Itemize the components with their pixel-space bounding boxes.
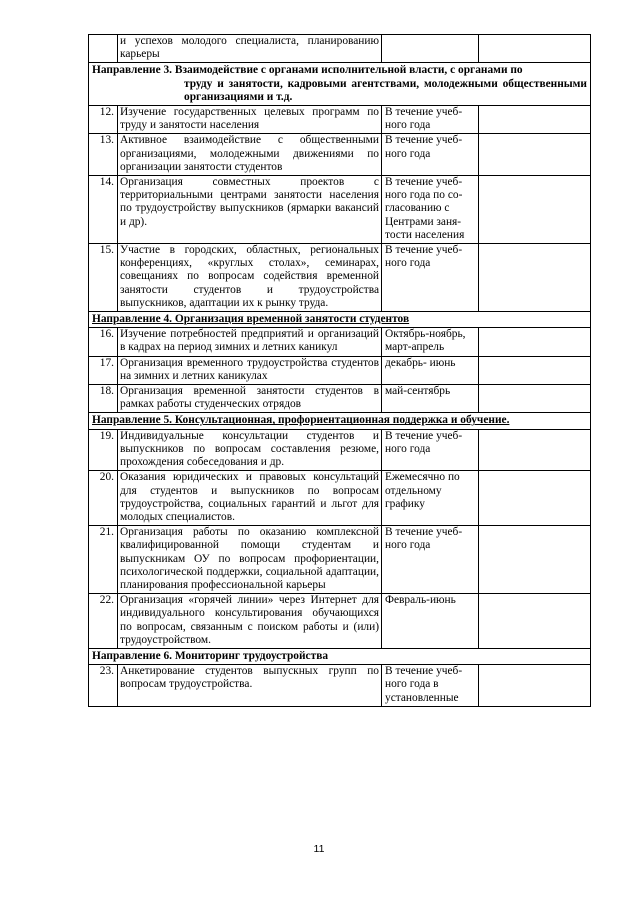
section-5-title <box>89 413 591 429</box>
section-3-title <box>89 63 591 106</box>
row-number: 20. <box>89 471 118 526</box>
work-cell: Активное взаимодействие с общественными организациями, молодежными движениями по организации занятости студентов <box>118 134 382 176</box>
page-number: 11 <box>313 843 325 855</box>
row-number: 23. <box>89 665 118 707</box>
section-row <box>89 312 591 328</box>
term-cell: май-сентябрь <box>382 385 479 413</box>
work-cell: Участие в городских, областных, региональных конференциях, «круглых столах», семинарах, совещаниях по вопросам содействия временной занятости студентов и трудоустройства выпускников, адаптации их к рынку труда. <box>118 244 382 312</box>
table-row <box>89 134 591 176</box>
table-row <box>89 594 591 649</box>
note-cell <box>479 526 591 594</box>
work-cell: Организация «горячей линии» через Интернет для индивидуального консультирования обучающихся по вопросам, связанным с поиском работы и (или) трудоустройством. <box>118 594 382 649</box>
section-4-title <box>89 312 591 328</box>
row-number: 14. <box>89 176 118 244</box>
table-row <box>89 356 591 384</box>
row-number <box>89 35 118 63</box>
note-cell <box>479 244 591 312</box>
note-cell <box>479 356 591 384</box>
row-number: 19. <box>89 429 118 471</box>
work-cell: Организация работы по оказанию комплексной квалифицированной помощи студентам и выпускникам ОУ по вопросам профориентации, психологической поддержки, социальной адаптации, планирования профессиональной карьеры <box>118 526 382 594</box>
note-cell <box>479 176 591 244</box>
section-6-label: Направление 6. Мониторинг трудоустройства <box>92 649 329 662</box>
table-row <box>89 35 591 63</box>
work-cell: Организация временного трудоустройства студентов на зимних и летних каникулах <box>118 356 382 384</box>
table-row <box>89 176 591 244</box>
note-cell <box>479 429 591 471</box>
note-cell <box>479 328 591 356</box>
note-cell <box>479 594 591 649</box>
term-cell: Февраль-июнь <box>382 594 479 649</box>
work-cell: Изучение государственных целевых программ по труду и занятости населения <box>118 106 382 134</box>
term-cell: В течение учеб-ного года <box>382 244 479 312</box>
row-number: 15. <box>89 244 118 312</box>
table-row <box>89 429 591 471</box>
term-cell <box>382 35 479 63</box>
term-cell: В течение учеб-ного года в установленные <box>382 665 479 707</box>
table-row <box>89 385 591 413</box>
term-cell: В течение учеб-ного года по со-гласованию с Центрами заня-тости населения <box>382 176 479 244</box>
term-cell: Октябрь-ноябрь, март-апрель <box>382 328 479 356</box>
table-row <box>89 471 591 526</box>
work-cell: Оказания юридических и правовых консультаций для студентов и выпускников по вопросам трудоустройства, социальных гарантий и льгот для молодых специалистов. <box>118 471 382 526</box>
note-cell <box>479 471 591 526</box>
work-cell: Изучение потребностей предприятий и организаций в кадрах на период зимних и летних каникул <box>118 328 382 356</box>
row-number: 18. <box>89 385 118 413</box>
term-cell: В течение учеб-ного года <box>382 429 479 471</box>
term-cell: В течение учеб-ного года <box>382 134 479 176</box>
section-3-first-line: Направление 3. Взаимодействие с органами исполнительной власти, с органами по <box>92 64 523 77</box>
row-number: 13. <box>89 134 118 176</box>
table-row <box>89 328 591 356</box>
section-3-rest: труду и занятости, кадровыми агентствами, молодежными общественными организациями и т.д. <box>184 77 587 103</box>
row-number: 22. <box>89 594 118 649</box>
work-cell: Организация совместных проектов с территориальными центрами занятости населения по трудоустройству выпускников (ярмарки вакансий и др). <box>118 176 382 244</box>
term-cell: В течение учеб-ного года <box>382 526 479 594</box>
section-5-label: Направление 5. Консультационная, профориентационная поддержка и обучение. <box>92 414 510 427</box>
term-cell: декабрь- июнь <box>382 356 479 384</box>
term-cell: Ежемесячно по отдельному графику <box>382 471 479 526</box>
note-cell <box>479 385 591 413</box>
table-row <box>89 665 591 707</box>
row-number: 16. <box>89 328 118 356</box>
note-cell <box>479 665 591 707</box>
work-cell: Организация временной занятости студентов в рамках работы студенческих отрядов <box>118 385 382 413</box>
work-cell: Анкетирование студентов выпускных групп по вопросам трудоустройства. <box>118 665 382 707</box>
term-cell: В течение учеб-ного года <box>382 106 479 134</box>
section-6-title <box>89 648 591 664</box>
table-row <box>89 244 591 312</box>
note-cell <box>479 35 591 63</box>
row-number: 21. <box>89 526 118 594</box>
section-row <box>89 63 591 106</box>
plan-table <box>88 34 591 707</box>
note-cell <box>479 106 591 134</box>
section-row <box>89 648 591 664</box>
section-4-label: Направление 4. Организация временной занятости студентов <box>92 313 410 326</box>
work-cell: Индивидуальные консультации студентов и выпускников по вопросам составления резюме, прохождения собеседования и др. <box>118 429 382 471</box>
table-row <box>89 106 591 134</box>
section-row <box>89 413 591 429</box>
document-page <box>88 34 590 707</box>
note-cell <box>479 134 591 176</box>
row-number: 12. <box>89 106 118 134</box>
table-row <box>89 526 591 594</box>
work-cell: и успехов молодого специалиста, планированию карьеры <box>118 35 382 63</box>
row-number: 17. <box>89 356 118 384</box>
